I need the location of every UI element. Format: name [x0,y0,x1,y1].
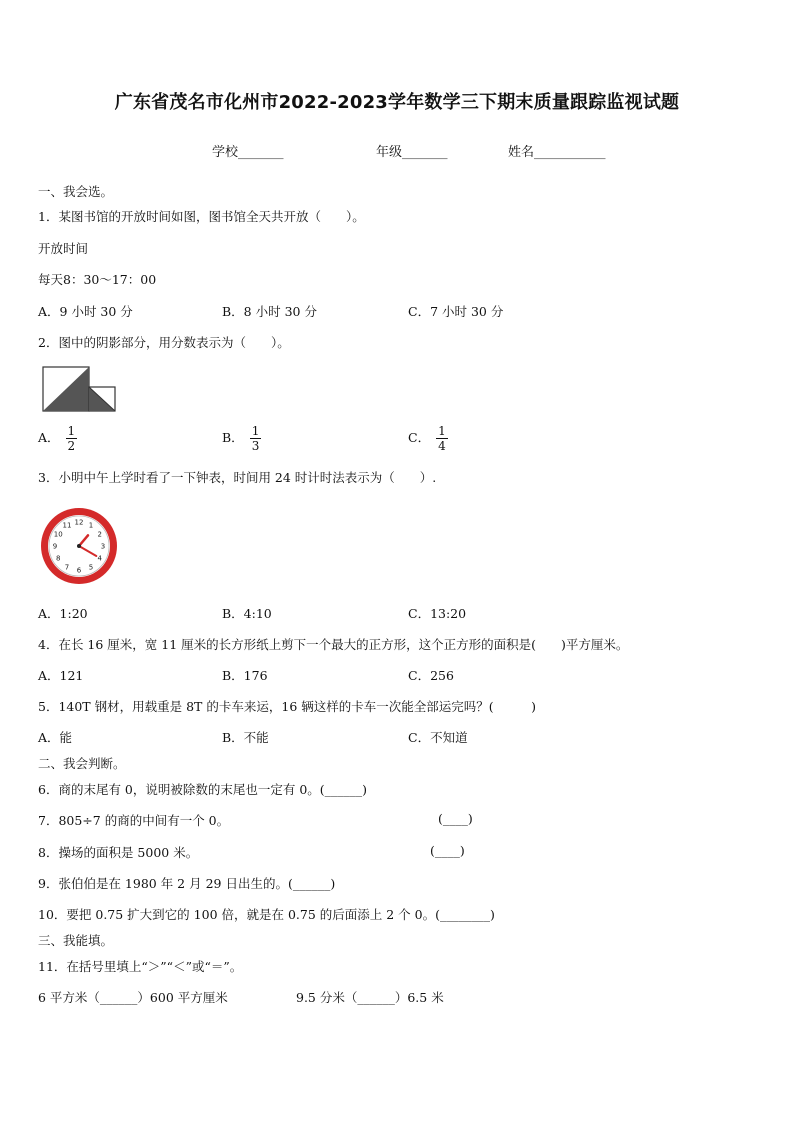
section-heading-3: 三、我能填。 [38,933,114,948]
question-7: 7．805÷7 的商的中间有一个 0。 [38,813,230,828]
q1-option-b[interactable]: B．8 小时 30 分 [222,304,317,319]
question-8: 8．操场的面积是 5000 米。 [38,845,199,860]
question-4: 4．在长 16 厘米，宽 11 厘米的长方形纸上剪下一个最大的正方形，这个正方形的面积是( )平方厘米。 [38,637,629,652]
clock-number: 9 [52,542,58,551]
q1-option-c[interactable]: C．7 小时 30 分 [408,304,504,319]
clock-number: 5 [88,563,94,572]
shaded-shape-figure [42,366,118,412]
q11-part-1[interactable]: 6 平方米（______）600 平方厘米 [38,990,228,1005]
grade-field[interactable]: 年级_______ [376,145,448,160]
clock-figure [39,506,119,586]
q4-option-c[interactable]: C．256 [408,668,454,683]
question-10: 10．要把 0.75 扩大到它的 100 倍，就是在 0.75 的后面添上 2 个 0。(________) [38,907,495,922]
q2-option-c[interactable]: C． $\frac{1}{4}$ [408,424,446,453]
q4-option-a[interactable]: A．121 [38,668,84,683]
question-11: 11．在括号里填上“＞”“＜”或“＝”。 [38,959,243,974]
q5-option-b[interactable]: B．不能 [222,730,269,745]
clock-number: 11 [62,521,72,530]
q5-option-a[interactable]: A．能 [38,730,73,745]
question-1: 1．某图书馆的开放时间如图，图书馆全天共开放（ ）。 [38,209,365,224]
question-1-line2: 开放时间 [38,241,89,256]
school-field[interactable]: 学校_______ [212,145,284,160]
page-title: 广东省茂名市化州市2022-2023学年数学三下期末质量跟踪监视试题 [114,92,680,113]
name-field[interactable]: 姓名___________ [508,145,606,160]
section-heading-2: 二、我会判断。 [38,756,126,771]
q7-answer-blank[interactable]: (____) [438,811,473,826]
q2-option-b[interactable]: B． $\frac{1}{3}$ [222,424,260,453]
question-3: 3．小明中午上学时看了一下钟表，时间用 24 时计时法表示为（ ）. [38,470,437,485]
clock-number: 7 [64,563,70,572]
question-5: 5．140T 钢材，用载重是 8T 的卡车来运，16 辆这样的卡车一次能全部运完吗？( ) [38,699,536,714]
clock-number: 3 [100,542,106,551]
clock-number: 6 [76,566,82,575]
question-2: 2．图中的阴影部分，用分数表示为（ ）。 [38,335,290,350]
clock-number: 2 [97,530,103,539]
clock-number: 8 [55,554,61,563]
q11-part-2[interactable]: 9.5 分米（______）6.5 米 [296,990,444,1005]
question-6: 6．商的末尾有 0，说明被除数的末尾也一定有 0。(______) [38,782,368,797]
q3-option-a[interactable]: A．1:20 [38,606,88,621]
section-heading-1: 一、我会选。 [38,184,114,199]
q3-option-b[interactable]: B．4:10 [222,606,272,621]
q1-option-a[interactable]: A．9 小时 30 分 [38,304,133,319]
clock-number: 1 [88,521,94,530]
q2-option-a[interactable]: A． $\frac{1}{2}$ [38,424,76,453]
clock-number: 12 [74,518,84,527]
question-1-line3: 每天8：30～17：00 [38,272,157,287]
q8-answer-blank[interactable]: (____) [430,843,465,858]
q5-option-c[interactable]: C．不知道 [408,730,468,745]
q4-option-b[interactable]: B．176 [222,668,268,683]
q3-option-c[interactable]: C．13:20 [408,606,467,621]
question-9: 9．张伯伯是在 1980 年 2 月 29 日出生的。(______) [38,876,336,891]
clock-number: 4 [97,554,103,563]
clock-number: 10 [53,530,63,539]
